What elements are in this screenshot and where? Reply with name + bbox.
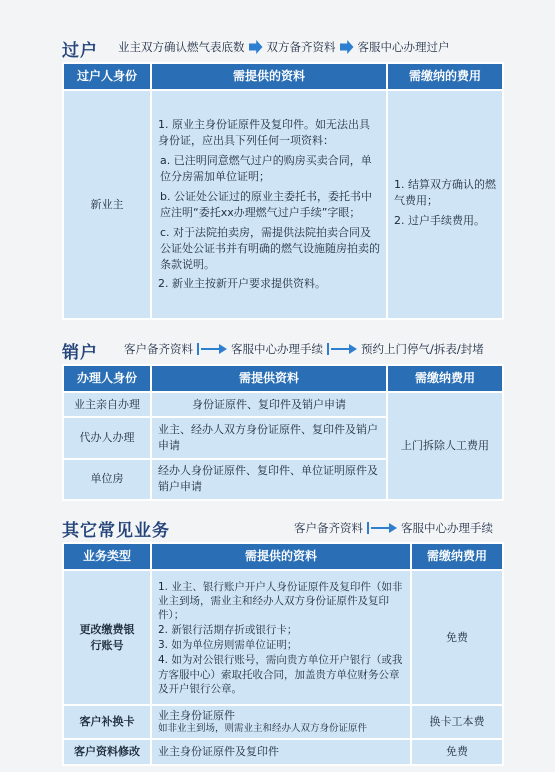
cancel-flow <box>124 341 484 357</box>
other-materials-cell: 业主身份证原件及复印件 <box>151 739 411 765</box>
transfer-req-a: a. 已注明同意燃气过户的购房买卖合同，单位分房需加单位证明； <box>160 153 372 183</box>
other-flow <box>294 520 493 536</box>
transfer-flow-step-1: 业主双方确认燃气表底数 <box>118 40 245 54</box>
flow-arrow-icon <box>201 344 227 354</box>
cancel-materials-cell: 业主、经办人双方身份证原件、复印件及销户申请 <box>151 417 387 458</box>
flow-arrow-icon <box>340 40 354 54</box>
other-type-cell: 更改缴费银行账号 <box>63 570 151 705</box>
cancel-identity-cell: 单位房 <box>63 459 151 500</box>
transfer-req-b: b. 公证处公证过的原业主委托书，委托书中应注明“委托xx办理燃气过户手续”字眼； <box>160 189 372 219</box>
transfer-flow-step-2: 双方备齐资料 <box>266 40 336 54</box>
table-row <box>63 739 503 765</box>
cancel-materials-cell: 经办人身份证原件、复印件、单位证明原件及销户申请 <box>151 459 387 500</box>
cancel-section-title: 销户 <box>62 343 98 363</box>
cancel-flow-step-3: 预约上门停气/拆表/封堵 <box>361 342 484 356</box>
other-table <box>62 542 504 766</box>
cancel-table <box>62 364 504 501</box>
cancel-header-fees: 需缴纳费用 <box>387 365 503 392</box>
cancel-flow-step-1: 客户备齐资料 <box>124 342 193 356</box>
cancel-materials-cell: 身份证原件、复印件及销户申请 <box>151 392 387 417</box>
transfer-materials-cell <box>151 90 387 319</box>
transfer-fees-cell <box>387 90 503 319</box>
other-card-req-2: 如非业主到场，则需业主和经办人双方身份证原件 <box>158 722 368 734</box>
table-row <box>63 392 503 417</box>
other-type-cell: 客户补换卡 <box>63 705 151 739</box>
transfer-req-2: 2. 新业主按新开户要求提供资料。 <box>158 277 326 291</box>
transfer-header-identity: 过户人身份 <box>63 63 151 90</box>
transfer-flow <box>118 39 450 55</box>
flow-bar-icon <box>327 343 329 355</box>
transfer-flow-step-3: 客服中心办理过户 <box>357 40 450 54</box>
transfer-section-title: 过户 <box>62 41 98 61</box>
other-fee-cell: 免费 <box>411 570 503 705</box>
other-req-3: 3. 如为单位房则需单位证明； <box>158 639 298 652</box>
other-header-materials: 需提供的资料 <box>151 543 411 570</box>
other-req-2: 2. 新银行活期存折或银行卡； <box>158 624 298 637</box>
table-row <box>63 705 503 739</box>
transfer-req-1: 1. 原业主身份证原件及复印件。如无法出具身份证，应出具下列任何一项资料： <box>158 118 370 147</box>
other-materials-cell <box>151 705 411 739</box>
cancel-fee-cell: 上门拆除人工费用 <box>387 392 503 500</box>
other-section-title: 其它常见业务 <box>62 521 170 541</box>
flow-arrow-icon <box>249 40 263 54</box>
other-req-1: 1. 业主、银行账户开户人身份证原件及复印件（如非业主到场，需业主和经办人双方身份证原件及复印件）； <box>158 580 403 621</box>
other-header-type: 业务类型 <box>63 543 151 570</box>
other-flow-step-2: 客服中心办理手续 <box>401 521 493 535</box>
other-req-4: 4. 如为对公银行账号，需向贵方单位开户银行（或我方客服中心）索取托收合同，加盖贵方单位财务公章及开户银行公章。 <box>158 654 403 695</box>
other-flow-step-1: 客户备齐资料 <box>294 521 363 535</box>
flow-bar-icon <box>367 522 369 534</box>
transfer-fee-2: 2. 过户手续费用。 <box>394 213 485 227</box>
flow-arrow-icon <box>331 344 357 354</box>
transfer-req-c: c. 对于法院拍卖房，需提供法院拍卖合同及公证处公证书并有明确的燃气设施随房拍卖的条款说明。 <box>160 225 380 271</box>
other-card-req-1: 业主身份证原件 <box>158 709 235 723</box>
transfer-identity-cell: 新业主 <box>63 90 151 319</box>
cancel-identity-cell: 业主亲自办理 <box>63 392 151 417</box>
other-header-fees: 需缴纳费用 <box>411 543 503 570</box>
transfer-header-fees: 需缴纳的费用 <box>387 63 503 90</box>
other-fee-cell: 免费 <box>411 739 503 765</box>
cancel-flow-step-2: 客服中心办理手续 <box>231 342 323 356</box>
transfer-header-materials: 需提供的资料 <box>151 63 387 90</box>
flow-bar-icon <box>197 343 199 355</box>
cancel-header-materials: 需提供资料 <box>151 365 387 392</box>
table-row <box>63 570 503 705</box>
other-type-cell: 客户资料修改 <box>63 739 151 765</box>
cancel-identity-cell: 代办人办理 <box>63 417 151 458</box>
other-materials-cell <box>151 570 411 705</box>
other-fee-cell: 换卡工本费 <box>411 705 503 739</box>
transfer-fee-1: 1. 结算双方确认的燃气费用； <box>394 177 496 207</box>
cancel-header-identity: 办理人身份 <box>63 365 151 392</box>
transfer-table <box>62 62 504 320</box>
flow-arrow-icon <box>371 523 397 533</box>
